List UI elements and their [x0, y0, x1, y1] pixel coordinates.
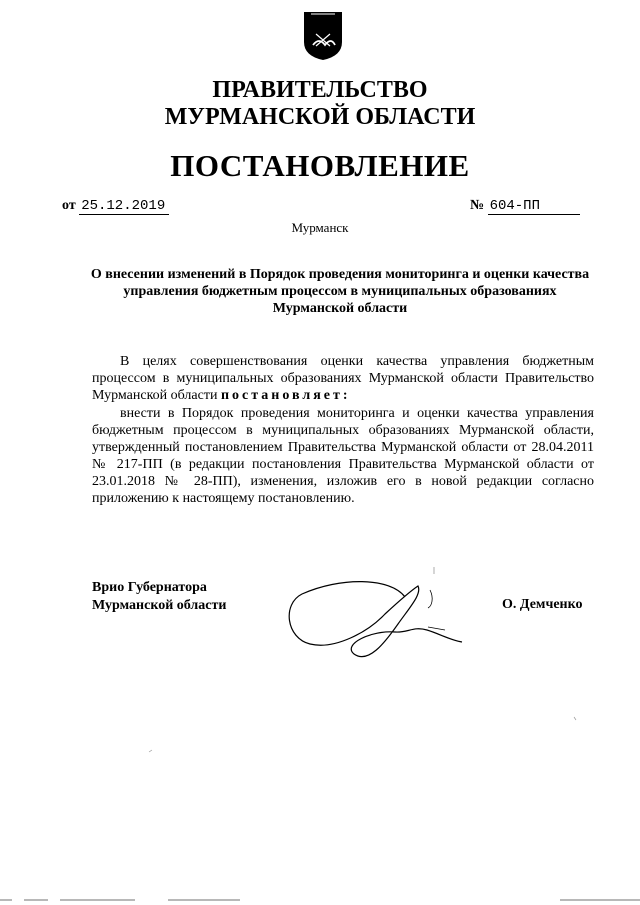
city: Мурманск — [291, 220, 349, 235]
document-date: 25.12.2019 — [79, 198, 169, 215]
government-name-line1: ПРАВИТЕЛЬСТВО — [212, 77, 428, 103]
document-number: 604-ПП — [488, 198, 580, 215]
position-line2: Мурманской области — [92, 598, 227, 613]
number-prefix: № — [470, 198, 485, 213]
document-subject: О внесении изменений в Порядок проведения мониторинга и оценки качества управления бюджетным процессом в муниципальных образованиях Мурманской области — [90, 267, 590, 316]
resolution-keyword: постановляет: — [220, 388, 351, 403]
position-line1: Врио Губернатора — [92, 580, 207, 595]
signatory-name: О. Демченко — [502, 597, 583, 612]
body-paragraph-2: внести в Порядок проведения мониторинга и оценки качества управления бюджетным процессом в муниципальных образованиях Мурманской области, утвержденный постановлением Правительства Мурманской области от 28.04.2011 № 217-ПП (в редакции постановления Правительства Мурманской области от 23.01.2018 № 28-ПП), изменения, изложив его в новой редакции согласно приложению к настоящему постановлению. — [92, 406, 594, 506]
paragraph-1-text: В целях совершенствования оценки качества управления бюджетным процессом в муниципальных образованиях Мурманской области Правительство Мурманской области — [92, 354, 594, 403]
document-title: ПОСТАНОВЛЕНИЕ — [170, 148, 470, 183]
government-name-line2: МУРМАНСКОЙ ОБЛАСТИ — [164, 104, 476, 130]
date-prefix: от — [62, 198, 76, 213]
